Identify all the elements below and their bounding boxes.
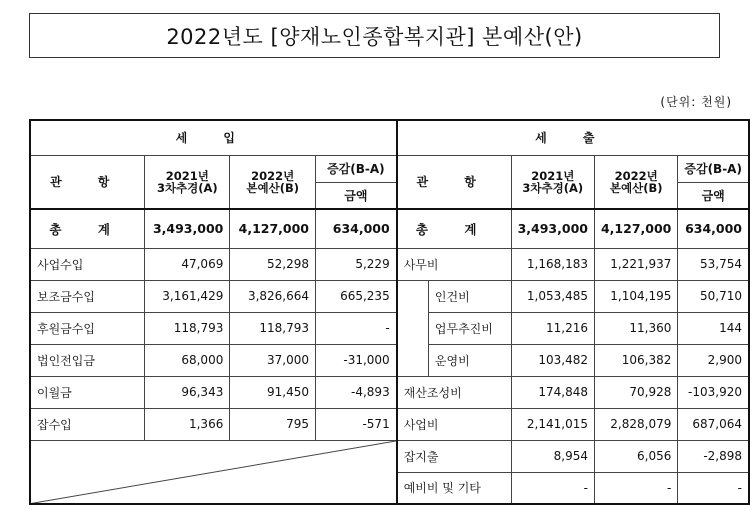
income-amount-header: 금액	[316, 182, 397, 209]
income-row-d: -	[316, 312, 397, 344]
expense-row-b: 1,104,195	[594, 280, 677, 312]
income-header: 세 입	[30, 120, 397, 155]
income-row-b: 795	[230, 408, 316, 440]
table-row	[30, 376, 749, 408]
expense-total-a: 3,493,000	[511, 209, 594, 248]
table-row	[30, 312, 749, 344]
income-row-d: 5,229	[316, 248, 397, 280]
income-2022-sub: 본예산(B)	[246, 180, 299, 195]
budget-table	[29, 119, 750, 505]
expense-row-d: -103,920	[678, 376, 749, 408]
expense-row-b: 2,828,079	[594, 408, 677, 440]
expense-2022-sub: 본예산(B)	[609, 180, 663, 195]
income-2021-header	[145, 155, 230, 209]
income-row-d: -31,000	[316, 344, 397, 376]
table-row	[30, 248, 749, 280]
income-row-b: 37,000	[230, 344, 316, 376]
income-row-a: 118,793	[145, 312, 230, 344]
expense-group-spacer	[397, 280, 429, 376]
page-title: 2022년도 [양재노인종합복지관] 본예산(안)	[166, 24, 583, 49]
expense-2021-sub: 3차추경(A)	[522, 180, 584, 195]
expense-amount-header: 금액	[678, 182, 749, 209]
expense-row-b: 106,382	[594, 344, 677, 376]
income-row-name: 잡수입	[30, 408, 145, 440]
table-row	[30, 440, 749, 472]
expense-row-b: -	[594, 472, 677, 504]
expense-row-b: 70,928	[594, 376, 677, 408]
expense-2021-header	[511, 155, 594, 209]
income-row-name: 사업수입	[30, 248, 145, 280]
income-row-b: 3,826,664	[230, 280, 316, 312]
income-total-label: 총 계	[30, 209, 145, 248]
diagonal-empty-cell	[30, 440, 397, 504]
expense-row-a: 2,141,015	[511, 408, 594, 440]
expense-diff-header: 증감(B-A)	[678, 155, 749, 182]
expense-row-a: 1,053,485	[511, 280, 594, 312]
income-row-d: -4,893	[316, 376, 397, 408]
income-row-d: -571	[316, 408, 397, 440]
income-row-b: 91,450	[230, 376, 316, 408]
expense-header: 세 출	[397, 120, 749, 155]
diagonal-line	[31, 441, 396, 504]
expense-row-sub: 인건비	[428, 280, 511, 312]
expense-row-b: 11,360	[594, 312, 677, 344]
expense-row-name: 사무비	[397, 248, 511, 280]
expense-row-a: -	[511, 472, 594, 504]
expense-row-b: 1,221,937	[594, 248, 677, 280]
expense-total-d: 634,000	[678, 209, 749, 248]
expense-total-b: 4,127,000	[594, 209, 677, 248]
expense-row-a: 103,482	[511, 344, 594, 376]
expense-2022-year: 2022년	[614, 168, 658, 183]
income-total-b: 4,127,000	[230, 209, 316, 248]
income-row-name: 이월금	[30, 376, 145, 408]
expense-row-name: 잡지출	[397, 440, 511, 472]
expense-row-d: -	[678, 472, 749, 504]
income-2021-year: 2021년	[165, 168, 209, 183]
income-row-name: 보조금수입	[30, 280, 145, 312]
income-row-d: 665,235	[316, 280, 397, 312]
expense-row-a: 174,848	[511, 376, 594, 408]
table-row	[30, 408, 749, 440]
expense-row-a: 1,168,183	[511, 248, 594, 280]
expense-row-d: 687,064	[678, 408, 749, 440]
income-row-a: 68,000	[145, 344, 230, 376]
income-gwanhang-header: 관 항	[30, 155, 145, 209]
income-row-a: 3,161,429	[145, 280, 230, 312]
expense-row-sub: 업무추진비	[428, 312, 511, 344]
income-row-b: 118,793	[230, 312, 316, 344]
income-row-a: 1,366	[145, 408, 230, 440]
expense-row-a: 8,954	[511, 440, 594, 472]
income-row-a: 47,069	[145, 248, 230, 280]
expense-2021-year: 2021년	[531, 168, 575, 183]
expense-row-d: 53,754	[678, 248, 749, 280]
title-box	[29, 13, 720, 58]
expense-row-name: 예비비 및 기타	[397, 472, 511, 504]
table-row	[30, 344, 749, 376]
income-2021-sub: 3차추경(A)	[156, 180, 218, 195]
expense-row-d: 2,900	[678, 344, 749, 376]
income-2022-year: 2022년	[251, 168, 295, 183]
expense-gwanhang-header: 관 항	[397, 155, 511, 209]
income-total-a: 3,493,000	[145, 209, 230, 248]
expense-row-d: 50,710	[678, 280, 749, 312]
expense-total-label: 총 계	[397, 209, 511, 248]
income-total-d: 634,000	[316, 209, 397, 248]
table-row	[30, 280, 749, 312]
unit-label: (단위: 천원)	[660, 95, 732, 109]
expense-row-sub: 운영비	[428, 344, 511, 376]
expense-row-b: 6,056	[594, 440, 677, 472]
income-row-a: 96,343	[145, 376, 230, 408]
expense-row-name: 사업비	[397, 408, 511, 440]
income-2022-header	[230, 155, 316, 209]
income-row-b: 52,298	[230, 248, 316, 280]
income-row-name: 법인전입금	[30, 344, 145, 376]
expense-row-name: 재산조성비	[397, 376, 511, 408]
expense-row-d: 144	[678, 312, 749, 344]
expense-row-d: -2,898	[678, 440, 749, 472]
expense-row-a: 11,216	[511, 312, 594, 344]
income-row-name: 후원금수입	[30, 312, 145, 344]
expense-2022-header	[594, 155, 677, 209]
income-diff-header: 증감(B-A)	[316, 155, 397, 182]
